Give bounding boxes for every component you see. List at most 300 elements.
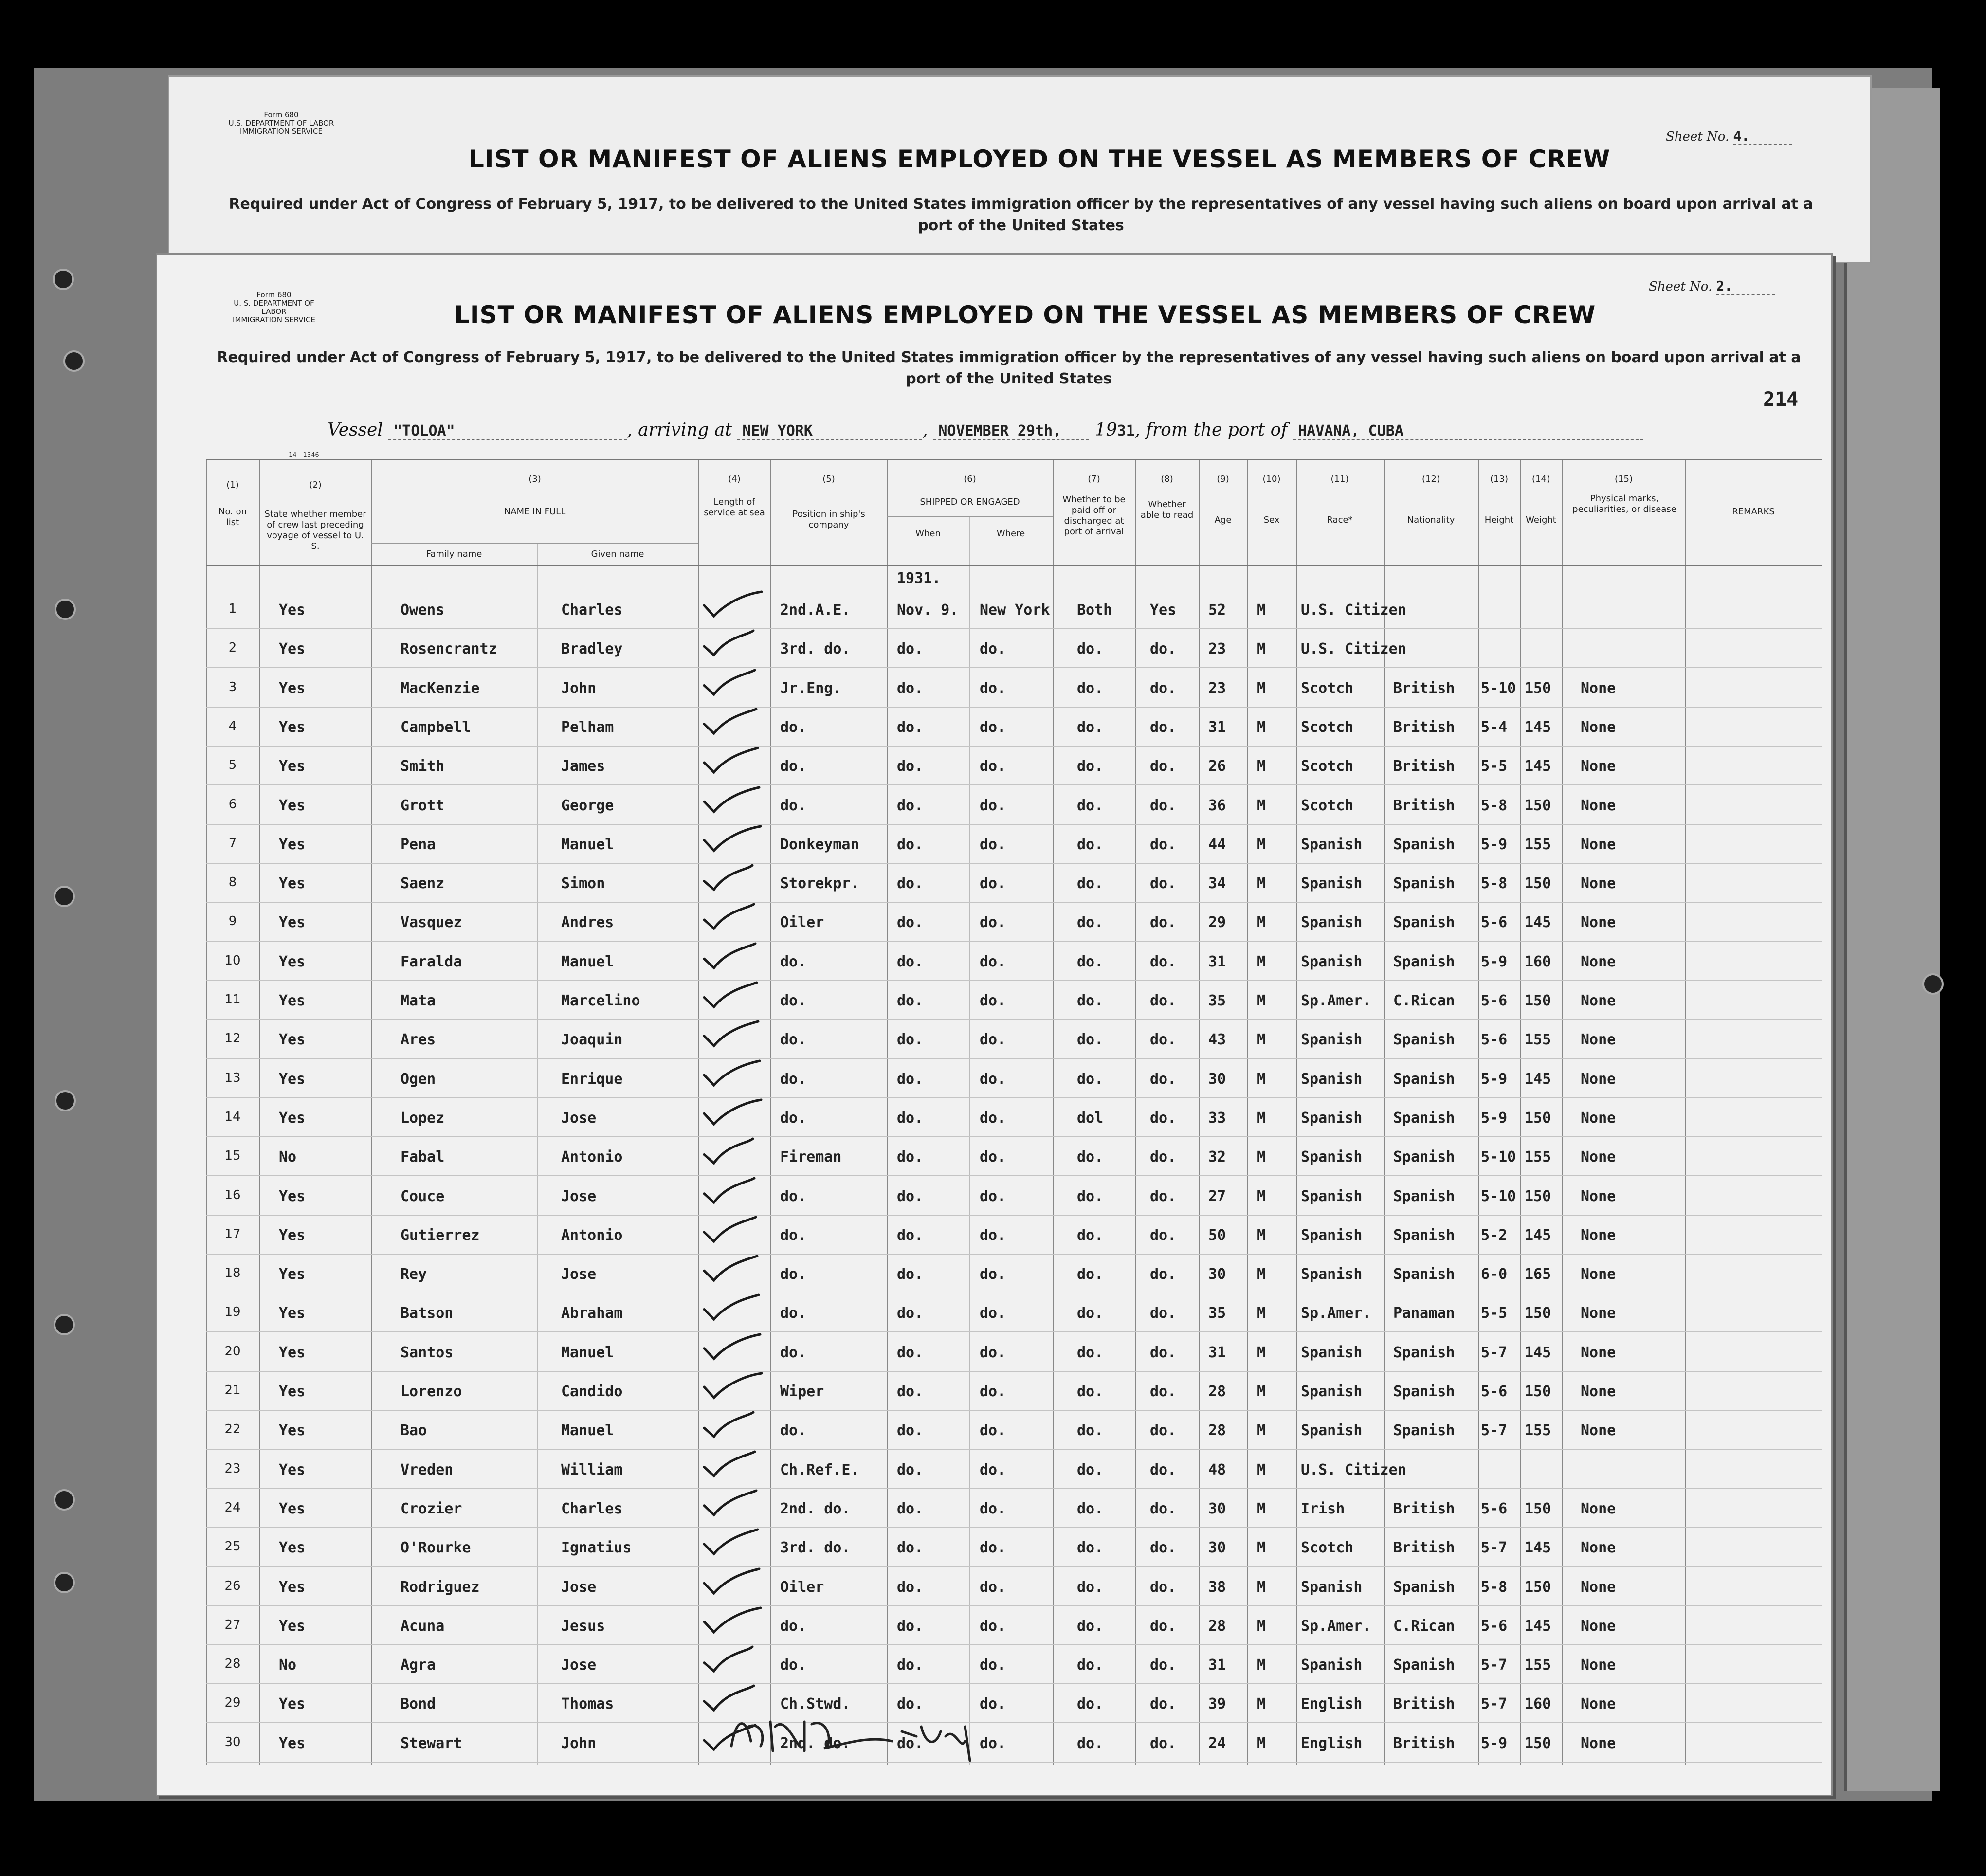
able-to-read-cell: do. [1150,758,1177,775]
header-given-name: Given name [591,549,644,559]
nationality-cell: Spanish [1393,1187,1455,1205]
physical-marks-cell: None [1581,1226,1616,1244]
column-number: (7) [1088,474,1100,484]
voyage-cell: Yes [279,1500,306,1517]
voyage-cell: Yes [279,1305,306,1322]
sex-cell: M [1257,1383,1266,1400]
given-name-cell: Jose [561,1657,597,1674]
where-cell: do. [980,1344,1006,1361]
row-number: 19 [224,1305,241,1320]
physical-marks-cell: None [1581,992,1616,1009]
paid-off-cell: do. [1077,914,1104,931]
height-cell: 5-10 [1481,679,1516,697]
front-manifest-sheet [156,253,1833,1796]
checkmark-icon [698,626,771,660]
position-cell: do. [780,992,807,1009]
checkmark-icon [698,587,771,621]
able-to-read-cell: do. [1150,1109,1177,1127]
nationality-cell: Spanish [1393,1578,1455,1596]
race-cell: Spanish [1301,1187,1363,1205]
age-cell: 50 [1208,1226,1226,1244]
checkmark-icon [698,899,771,933]
physical-marks-cell: None [1581,1500,1616,1517]
able-to-read-cell: do. [1150,1344,1177,1361]
physical-marks-cell: None [1581,1734,1616,1752]
voyage-cell: Yes [279,679,306,697]
year-prefix: 19 [1094,420,1117,440]
paid-off-cell: do. [1077,1148,1104,1166]
race-cell: Spanish [1301,1109,1363,1127]
row-divider [206,1175,1822,1176]
header-position: Position in ship's company [792,509,865,530]
sex-cell: M [1257,1695,1266,1713]
sex-cell: M [1257,1461,1266,1478]
family-name-cell: Fabal [401,1148,445,1166]
sex-cell: M [1257,1226,1266,1244]
header-family-name: Family name [426,549,482,559]
header-height: Height [1484,515,1514,525]
column-divider [1199,460,1200,1765]
paid-off-cell: do. [1077,1226,1104,1244]
weight-cell: 145 [1525,1617,1551,1635]
position-cell: Storekpr. [780,875,859,892]
paid-off-cell: do. [1077,1500,1104,1517]
race-cell: Sp.Amer. [1301,1617,1371,1635]
vessel-line: Vessel "TOLOA" , arriving at NEW YORK , NOVEMBER 29th, 1931, from the port of HAVANA, CUBA [328,420,1643,440]
given-name-cell: Thomas [561,1695,614,1713]
weight-cell: 145 [1525,1226,1551,1244]
position-cell: Ch.Ref.E. [780,1461,859,1478]
given-name-cell: Candido [561,1383,623,1400]
header-when: When [915,528,941,539]
when-cell: do. [897,1226,924,1244]
age-cell: 23 [1208,679,1226,697]
family-name-cell: Mata [401,992,436,1009]
paid-off-cell: do. [1077,1383,1104,1400]
voyage-cell: Yes [279,875,306,892]
where-cell: do. [980,1695,1006,1713]
race-cell: Scotch [1301,758,1354,775]
sex-cell: M [1257,1070,1266,1088]
sex-cell: M [1257,1539,1266,1557]
sex-cell: M [1257,640,1266,658]
row-number: 20 [224,1344,241,1359]
age-cell: 34 [1208,875,1226,892]
sex-cell: M [1257,1148,1266,1166]
row-number: 27 [224,1617,241,1632]
family-name-cell: Bao [401,1422,427,1439]
where-cell: do. [980,1266,1006,1283]
row-divider [206,1449,1822,1450]
row-divider [206,1488,1822,1489]
row-number: 13 [224,1070,241,1085]
given-name-cell: Jose [561,1187,597,1205]
when-cell: do. [897,640,924,658]
able-to-read-cell: do. [1150,1500,1177,1517]
voyage-cell: Yes [279,1695,306,1713]
weight-cell: 150 [1525,1383,1551,1400]
nationality-cell: Spanish [1393,836,1455,853]
row-divider [206,1058,1822,1059]
age-cell: 33 [1208,1109,1226,1127]
height-cell: 5-8 [1481,1578,1508,1596]
age-cell: 31 [1208,953,1226,970]
checkmark-icon [698,1095,771,1129]
able-to-read-cell: do. [1150,1266,1177,1283]
row-divider [206,746,1822,747]
row-number: 17 [224,1226,241,1241]
able-to-read-cell: do. [1150,718,1177,736]
department-name: U.S. DEPARTMENT OF LABOR [228,119,334,127]
column-divider [1478,460,1479,1765]
row-number: 26 [224,1578,241,1593]
able-to-read-cell: do. [1150,1578,1177,1596]
header-length-of-service: Length of service at sea [704,497,765,518]
race-cell: Scotch [1301,718,1354,736]
race-cell: Spanish [1301,953,1363,970]
given-name-cell: Simon [561,875,605,892]
checkmark-icon [698,821,771,856]
row-divider [206,1762,1822,1763]
sex-cell: M [1257,875,1266,892]
sex-cell: M [1257,1734,1266,1752]
weight-cell: 145 [1525,1539,1551,1557]
when-cell: do. [897,836,924,853]
paid-off-cell: do. [1077,1657,1104,1674]
sex-cell: M [1257,914,1266,931]
age-cell: 44 [1208,836,1226,853]
paid-off-cell: do. [1077,1578,1104,1596]
checkmark-icon [698,1447,771,1481]
column-number: (3) [528,474,541,484]
checkmark-icon [698,978,771,1012]
physical-marks-cell: None [1581,1070,1616,1088]
column-divider [1685,460,1686,1765]
given-name-cell: Jesus [561,1617,605,1635]
nationality-cell: Spanish [1393,1031,1455,1049]
when-cell: do. [897,992,924,1009]
checkmark-icon [698,1056,771,1090]
row-number: 7 [228,836,237,851]
page-number: 214 [1763,388,1799,411]
nationality-cell: Spanish [1393,1266,1455,1283]
nationality-cell: Spanish [1393,1226,1455,1244]
row-number: 18 [224,1266,241,1281]
weight-cell: 150 [1525,797,1551,814]
given-name-cell: Pelham [561,718,614,736]
race-cell: Spanish [1301,1657,1363,1674]
sex-cell: M [1257,1031,1266,1049]
given-name-cell: Ignatius [561,1539,632,1557]
checkmark-icon [698,1290,771,1324]
given-name-cell: Marcelino [561,992,640,1009]
nationality-cell: British [1393,797,1455,814]
position-cell: 2nd.A.E. [780,601,851,619]
where-cell: do. [980,1539,1006,1557]
race-cell: Spanish [1301,1422,1363,1439]
where-cell: do. [980,953,1006,970]
height-cell: 5-7 [1481,1422,1508,1439]
position-cell: do. [780,1344,807,1361]
height-cell: 5-9 [1481,836,1508,853]
column-divider [969,516,970,1765]
row-divider [206,1331,1822,1332]
checkmark-icon [698,1368,771,1402]
family-name-cell: Campbell [401,718,471,736]
subtitle-line: Required under Act of Congress of February 5, 1917, to be delivered to the United States immigration officer by the representatives of any vessel having such aliens on board upon arrival at a [229,196,1813,213]
weight-cell: 165 [1525,1266,1551,1283]
form-number: Form 680 [264,110,299,119]
able-to-read-cell: do. [1150,914,1177,931]
weight-cell: 150 [1525,679,1551,697]
sex-cell: M [1257,992,1266,1009]
sex-cell: M [1257,1657,1266,1674]
height-cell: 5-7 [1481,1344,1508,1361]
position-cell: do. [780,1422,807,1439]
height-cell: 5-9 [1481,1070,1508,1088]
race-cell: Spanish [1301,914,1363,931]
binder-hole [53,269,74,290]
race-cell: U.S. Citizen [1301,1461,1406,1478]
physical-marks-cell: None [1581,1657,1616,1674]
able-to-read-cell: do. [1150,1734,1177,1752]
nationality-cell: C.Rican [1393,992,1455,1009]
age-cell: 36 [1208,797,1226,814]
binder-edge [1844,88,1940,1791]
checkmark-icon [698,1017,771,1051]
age-cell: 28 [1208,1422,1226,1439]
row-divider [206,941,1822,942]
column-number: (11) [1330,474,1349,484]
voyage-cell: Yes [279,953,306,970]
row-divider [206,980,1822,981]
family-name-cell: Lopez [401,1109,445,1127]
height-cell: 5-9 [1481,1734,1508,1752]
sex-cell: M [1257,758,1266,775]
row-divider [206,784,1822,785]
height-cell: 5-6 [1481,1617,1508,1635]
physical-marks-cell: None [1581,1539,1616,1557]
age-cell: 31 [1208,718,1226,736]
row-number: 4 [228,718,237,733]
service-name: IMMIGRATION SERVICE [233,315,315,324]
when-cell: do. [897,679,924,697]
nationality-cell: C.Rican [1393,1617,1455,1635]
weight-cell: 155 [1525,1657,1551,1674]
binder-hole [63,350,85,372]
row-divider [206,1566,1822,1567]
row-number: 28 [224,1657,241,1672]
header-shipped-or-engaged: SHIPPED OR ENGAGED [920,497,1020,507]
height-cell: 5-9 [1481,953,1508,970]
race-cell: Spanish [1301,1031,1363,1049]
voyage-cell: Yes [279,601,306,619]
given-name-cell: Abraham [561,1305,623,1322]
paid-off-cell: do. [1077,1617,1104,1635]
header-subdivider [887,516,1053,517]
where-cell: do. [980,1422,1006,1439]
physical-marks-cell: None [1581,1266,1616,1283]
row-divider [206,863,1822,864]
position-cell: do. [780,1031,807,1049]
age-cell: 30 [1208,1266,1226,1283]
column-number: (9) [1217,474,1229,484]
row-divider [206,1019,1822,1020]
where-cell: do. [980,1383,1006,1400]
checkmark-icon [698,1173,771,1207]
sex-cell: M [1257,1500,1266,1517]
given-name-cell: James [561,758,605,775]
height-cell: 5-5 [1481,1305,1508,1322]
able-to-read-cell: do. [1150,1148,1177,1166]
weight-cell: 150 [1525,1500,1551,1517]
column-divider [1247,460,1248,1765]
sex-cell: M [1257,953,1266,970]
checkmark-icon [698,939,771,973]
sex-cell: M [1257,718,1266,736]
row-number: 12 [224,1031,241,1046]
when-cell: do. [897,1695,924,1713]
age-cell: 39 [1208,1695,1226,1713]
column-number: (14) [1532,474,1550,484]
family-name-cell: Ares [401,1031,436,1049]
given-name-cell: Charles [561,1500,623,1517]
sex-cell: M [1257,1617,1266,1635]
row-number: 15 [224,1148,241,1164]
row-divider [206,1644,1822,1645]
row-divider [206,1097,1822,1098]
height-cell: 5-10 [1481,1148,1516,1166]
row-divider [206,1722,1822,1723]
row-number: 1 [228,601,237,616]
row-number: 30 [224,1734,241,1749]
manifest-title: LIST OR MANIFEST OF ALIENS EMPLOYED ON THE VESSEL AS MEMBERS OF CREW [454,301,1596,329]
physical-marks-cell: None [1581,1617,1616,1635]
age-cell: 52 [1208,601,1226,619]
when-cell: do. [897,1344,924,1361]
position-cell: 2nd. do. [780,1734,851,1752]
row-divider [206,628,1822,629]
height-cell: 5-4 [1481,718,1508,736]
checkmark-icon [698,665,771,699]
paid-off-cell: do. [1077,1734,1104,1752]
family-name-cell: Rey [401,1266,427,1283]
manifest-subtitle [216,347,1802,390]
sex-cell: M [1257,601,1266,619]
nationality-cell: Spanish [1393,1148,1455,1166]
height-cell: 5-6 [1481,1500,1508,1517]
height-cell: 5-6 [1481,914,1508,931]
race-cell: U.S. Citizen [1301,601,1406,619]
position-cell: Jr.Eng. [780,679,842,697]
physical-marks-cell: None [1581,797,1616,814]
arrival-port: NEW YORK [737,422,922,440]
race-cell: Spanish [1301,1266,1363,1283]
when-cell: do. [897,1657,924,1674]
binder-hole [54,1572,75,1593]
able-to-read-cell: do. [1150,640,1177,658]
sheet-number [1649,278,1775,295]
height-cell: 5-5 [1481,758,1508,775]
position-cell: Oiler [780,1578,824,1596]
voyage-cell: Yes [279,1070,306,1088]
checkmark-icon [698,1212,771,1246]
checkmark-icon [698,1251,771,1285]
age-cell: 48 [1208,1461,1226,1478]
paid-off-cell: do. [1077,1695,1104,1713]
given-name-cell: Andres [561,914,614,931]
back-manifest-sheet [168,75,1872,263]
able-to-read-cell: do. [1150,1070,1177,1088]
family-name-cell: Ogen [401,1070,436,1088]
nationality-cell: British [1393,1734,1455,1752]
header-nationality: Nationality [1407,515,1455,525]
height-cell: 5-7 [1481,1695,1508,1713]
checkmark-icon [698,860,771,894]
checkmark-icon [698,704,771,738]
row-divider [206,667,1822,668]
row-number: 23 [224,1461,241,1476]
physical-marks-cell: None [1581,1148,1616,1166]
given-name-cell: Jose [561,1266,597,1283]
voyage-cell: Yes [279,1461,306,1478]
paid-off-cell: do. [1077,1070,1104,1088]
weight-cell: 150 [1525,1734,1551,1752]
physical-marks-cell: None [1581,1187,1616,1205]
family-name-cell: Agra [401,1657,436,1674]
nationality-cell: Spanish [1393,1109,1455,1127]
able-to-read-cell: do. [1150,1305,1177,1322]
given-name-cell: Charles [561,601,623,619]
row-number: 14 [224,1109,241,1124]
family-name-cell: Vreden [401,1461,454,1478]
able-to-read-cell: do. [1150,836,1177,853]
form-number: Form 680 [256,291,292,299]
voyage-cell: Yes [279,1539,306,1557]
column-number: (8) [1161,474,1173,484]
race-cell: Spanish [1301,1383,1363,1400]
given-name-cell: John [561,1734,597,1752]
vessel-name: "TOLOA" [388,422,627,440]
family-name-cell: Rosencrantz [401,640,497,658]
family-name-cell: MacKenzie [401,679,480,697]
race-cell: U.S. Citizen [1301,640,1406,658]
position-cell: do. [780,953,807,970]
paid-off-cell: Both [1077,601,1112,619]
where-cell: do. [980,1226,1006,1244]
age-cell: 30 [1208,1500,1226,1517]
when-cell: do. [897,797,924,814]
weight-cell: 145 [1525,1070,1551,1088]
sheet-number-label: Sheet No. [1649,279,1713,294]
given-name-cell: Jose [561,1578,597,1596]
family-name-cell: Bond [401,1695,436,1713]
nationality-cell: Spanish [1393,953,1455,970]
checkmark-icon [698,1642,771,1676]
weight-cell: 145 [1525,914,1551,931]
header-able-to-read: Whether able to read [1140,499,1194,520]
age-cell: 29 [1208,914,1226,931]
physical-marks-cell: None [1581,914,1616,931]
able-to-read-cell: do. [1150,1695,1177,1713]
sheet-number [1666,128,1792,145]
able-to-read-cell: do. [1150,992,1177,1009]
position-cell: do. [780,1070,807,1088]
voyage-cell: Yes [279,1226,306,1244]
crew-manifest-table [206,459,1822,1765]
subtitle-line: port of the United States [906,370,1112,387]
row-divider [206,902,1822,903]
